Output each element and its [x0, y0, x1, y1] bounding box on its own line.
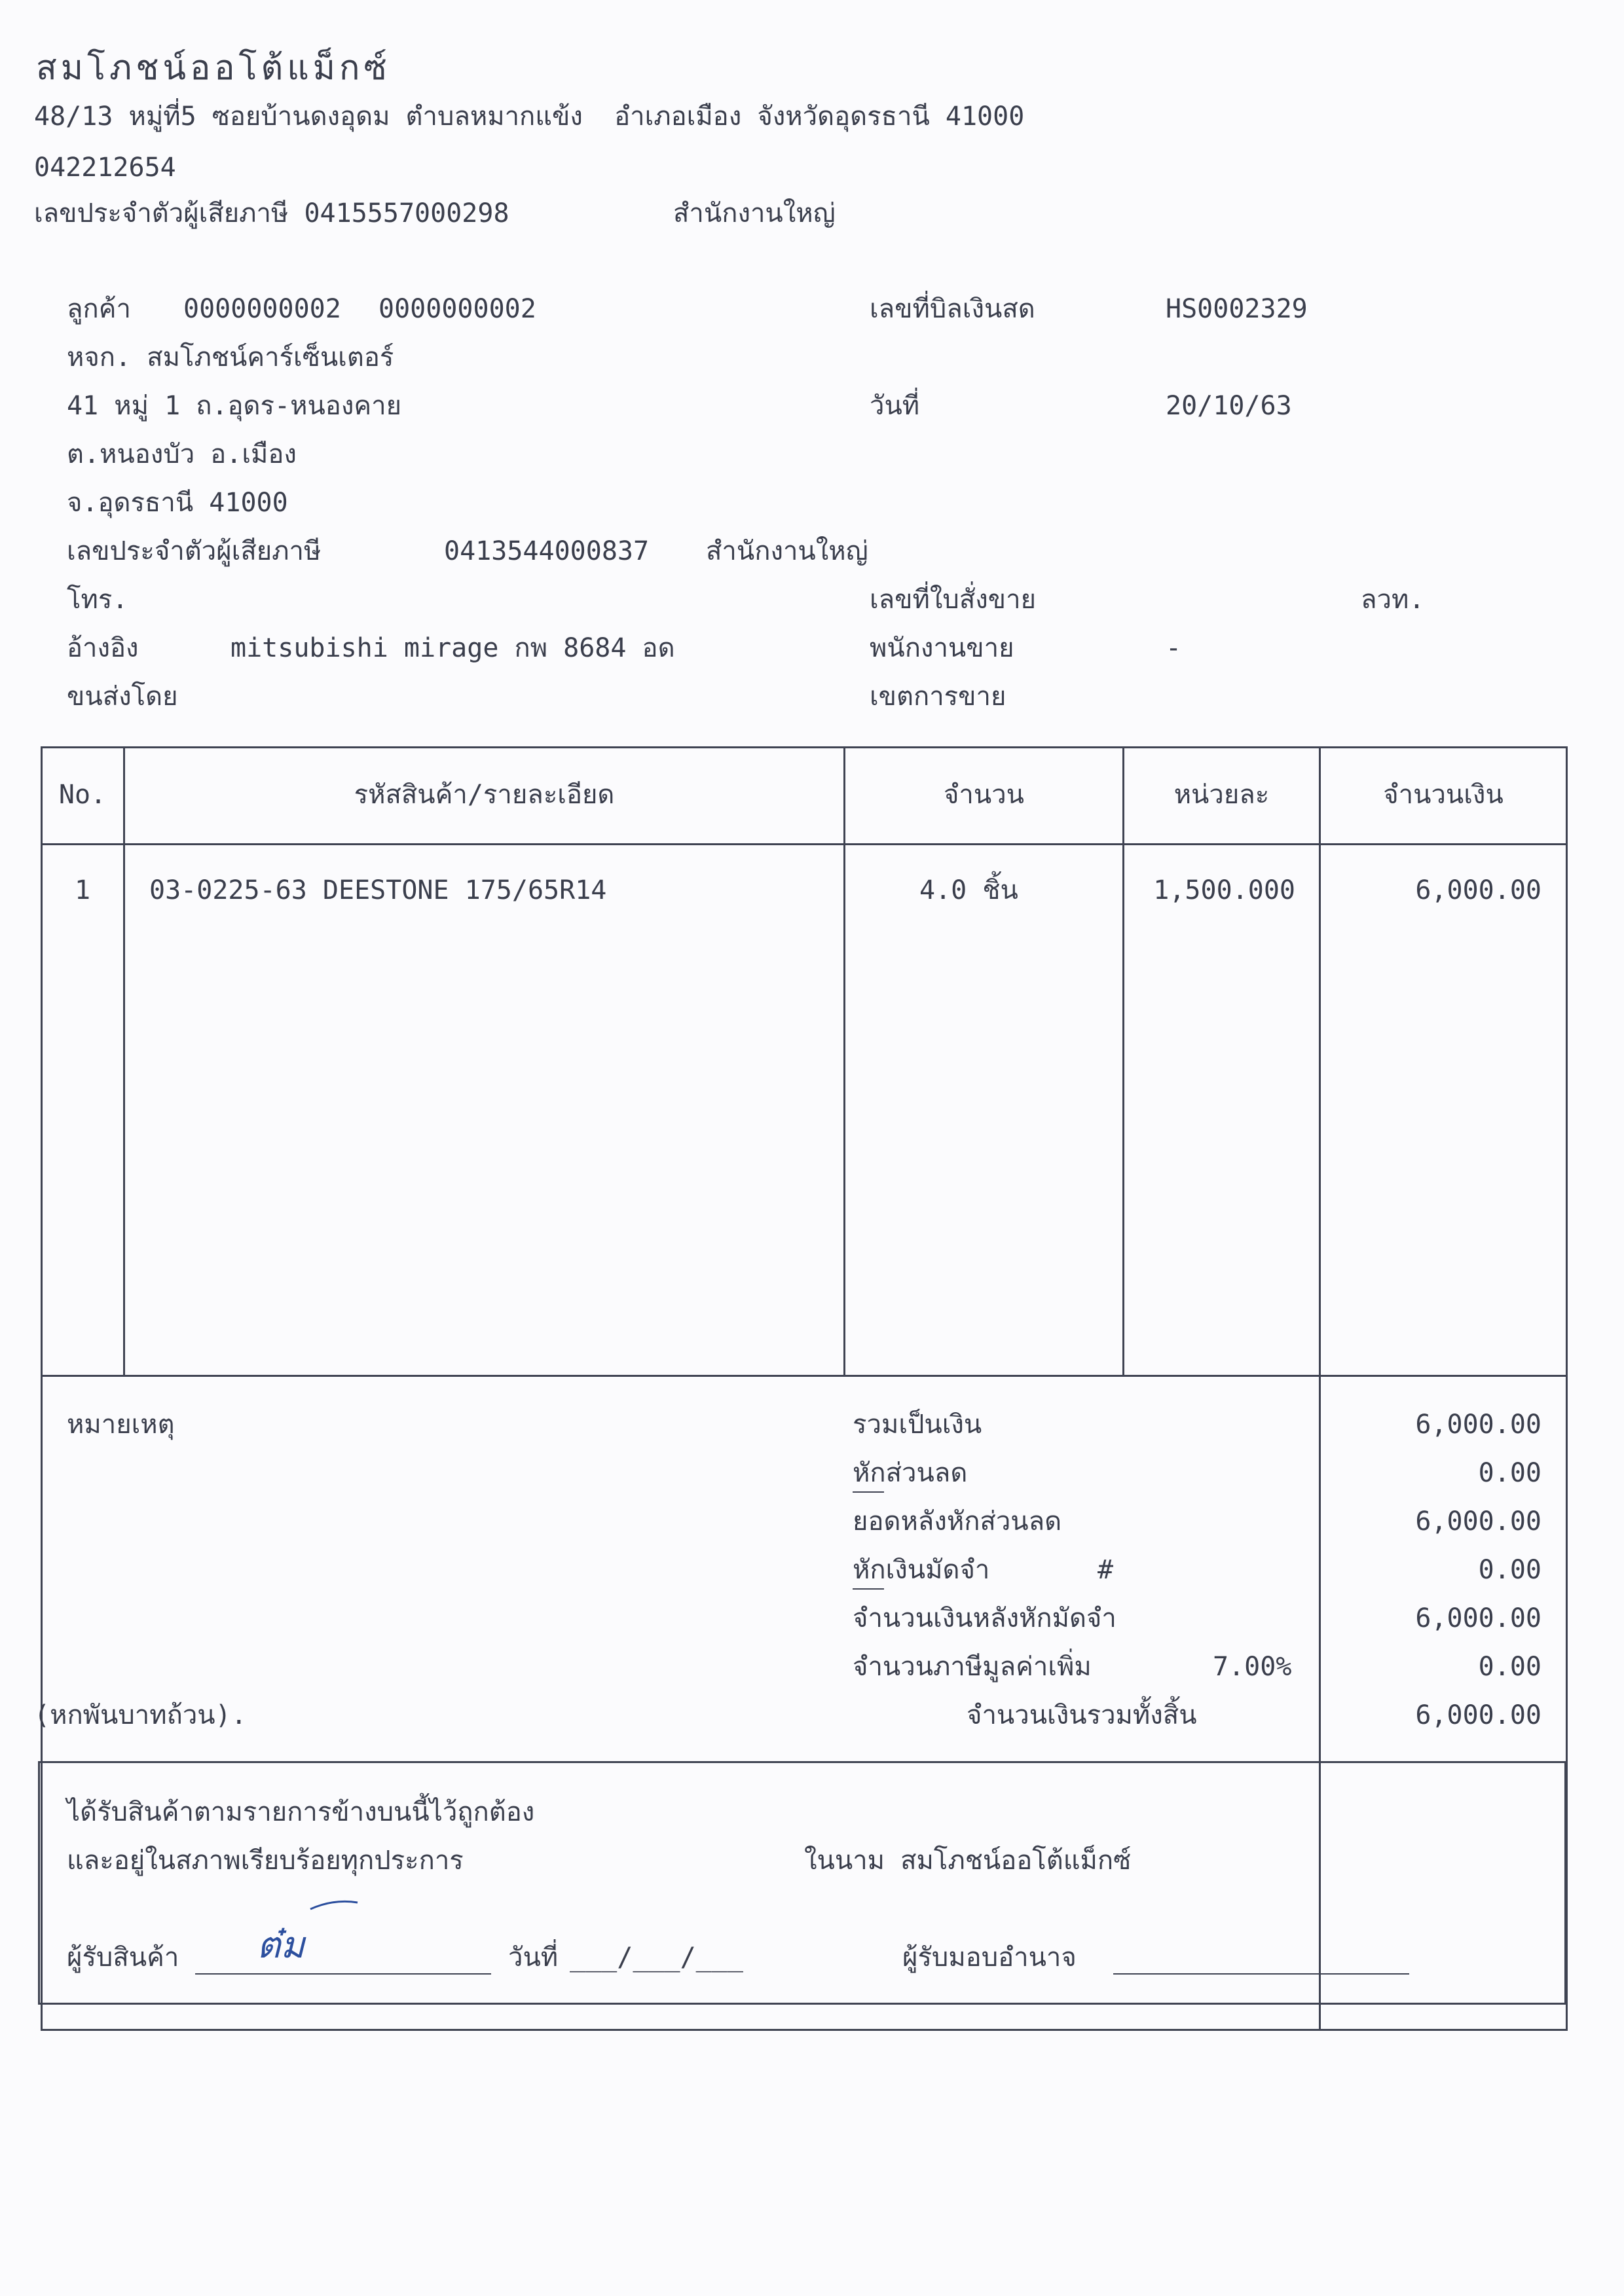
header-description: รหัสสินค้า/รายละเอียด: [354, 780, 615, 810]
after-deposit-label: จำนวนเงินหลังหักมัดจำ: [853, 1603, 1116, 1633]
subtotal-label: รวมเป็นเงิน: [853, 1410, 982, 1440]
after-deposit-value: 6,000.00: [1415, 1603, 1541, 1633]
deposit-marker: #: [1098, 1555, 1114, 1585]
receiver-label: ผู้รับสินค้า: [67, 1942, 179, 1973]
bill-number: HS0002329: [1166, 294, 1308, 324]
salesperson-value: -: [1166, 633, 1182, 663]
table-body-divider: [41, 1375, 1568, 1377]
customer-label: ลูกค้า: [67, 294, 131, 324]
customer-tax-label: เลขประจำตัวผู้เสียภาษี: [67, 536, 322, 566]
row-amount: 6,000.00: [1415, 875, 1541, 905]
reference-label: อ้างอิง: [67, 633, 139, 663]
bill-number-label: เลขที่บิลเงินสด: [870, 294, 1035, 324]
header-no: No.: [58, 780, 107, 810]
customer-address-1: 41 หมู่ 1 ถ.อุดร-หนองคาย: [67, 391, 402, 421]
salesperson-label: พนักงานขาย: [870, 633, 1014, 663]
after-discount-value: 6,000.00: [1415, 1506, 1541, 1537]
row-description: 03-0225-63 DEESTONE 175/65R14: [149, 875, 607, 905]
customer-address-2: ต.หนองบัว อ.เมือง: [67, 439, 297, 469]
receiver-signature: ต๋ม: [257, 1924, 305, 1967]
company-tax-id: เลขประจำตัวผู้เสียภาษี 0415557000298: [34, 198, 509, 228]
column-divider: [123, 746, 125, 1376]
receive-date-label: วันที่: [508, 1942, 559, 1973]
signature-stroke: [308, 1896, 360, 1916]
on-behalf-of: ในนาม สมโภชน์ออโต้แม็กซ์: [804, 1846, 1132, 1876]
company-name: สมโภชน์ออโต้แม็กซ์: [36, 48, 391, 88]
customer-branch: สำนักงานใหญ่: [706, 536, 868, 566]
reference-value: mitsubishi mirage กพ 8684 อด: [231, 633, 675, 663]
received-statement-2: และอยู่ในสภาพเรียบร้อยทุกประการ: [67, 1846, 464, 1876]
subtotal-value: 6,000.00: [1415, 1410, 1541, 1440]
authorized-label: ผู้รับมอบอำนาจ: [902, 1942, 1077, 1973]
discount-value: 0.00: [1478, 1458, 1541, 1488]
label-underline: [853, 1588, 884, 1590]
sales-order-label: เลขที่ใบสั่งขาย: [870, 585, 1037, 615]
row-unit-price: 1,500.000: [1153, 875, 1295, 905]
company-address: 48/13 หมู่ที่5 ซอยบ้านดงอุดม ตำบลหมากแข้ง อำเภอเมือง จังหวัดอุดรธานี 41000: [34, 101, 1025, 132]
column-divider: [843, 746, 845, 1376]
header-unit-price: หน่วยละ: [1173, 780, 1270, 810]
amount-in-words: (หกพันบาทถ้วน).: [34, 1700, 247, 1730]
sales-order-value: ลวท.: [1361, 585, 1425, 615]
label-underline: [853, 1491, 884, 1493]
authorized-signature-line: [1113, 1973, 1409, 1975]
company-phone: 042212654: [34, 153, 176, 183]
customer-address-3: จ.อุดรธานี 41000: [67, 488, 288, 518]
header-quantity: จำนวน: [943, 780, 1025, 810]
vat-value: 0.00: [1478, 1652, 1541, 1682]
after-discount-label: ยอดหลังหักส่วนลด: [853, 1506, 1062, 1537]
customer-tax-id: 0413544000837: [444, 536, 650, 566]
shipping-label: ขนส่งโดย: [67, 682, 178, 712]
header-amount: จำนวนเงิน: [1383, 780, 1504, 810]
deposit-label: หักเงินมัดจำ: [853, 1555, 990, 1585]
vat-rate: 7.00%: [1213, 1652, 1292, 1682]
customer-name: หจก. สมโภชน์คาร์เซ็นเตอร์: [67, 342, 394, 373]
receiver-signature-line: [195, 1973, 491, 1975]
customer-code-2: 0000000002: [378, 294, 536, 324]
received-statement-1: ได้รับสินค้าตามรายการข้างบนนี้ไว้ถูกต้อง: [67, 1797, 535, 1827]
table-header-divider: [41, 843, 1568, 845]
column-divider: [1122, 746, 1124, 1376]
date-label: วันที่: [870, 391, 920, 421]
grand-total-value: 6,000.00: [1415, 1700, 1541, 1730]
row-quantity: 4.0 ชิ้น: [919, 875, 1018, 905]
company-branch: สำนักงานใหญ่: [673, 198, 836, 228]
customer-code-1: 0000000002: [183, 294, 341, 324]
customer-phone-label: โทร.: [67, 585, 128, 615]
discount-label: หักส่วนลด: [853, 1458, 968, 1488]
grand-total-label: จำนวนเงินรวมทั้งสิ้น: [967, 1700, 1197, 1730]
bill-date: 20/10/63: [1166, 391, 1292, 421]
row-no: 1: [74, 875, 91, 905]
remark-label: หมายเหตุ: [67, 1410, 175, 1440]
vat-label: จำนวนภาษีมูลค่าเพิ่ม: [853, 1652, 1092, 1682]
sales-zone-label: เขตการขาย: [870, 682, 1006, 712]
deposit-value: 0.00: [1478, 1555, 1541, 1585]
receive-date-blank: ___/___/___: [570, 1942, 743, 1973]
